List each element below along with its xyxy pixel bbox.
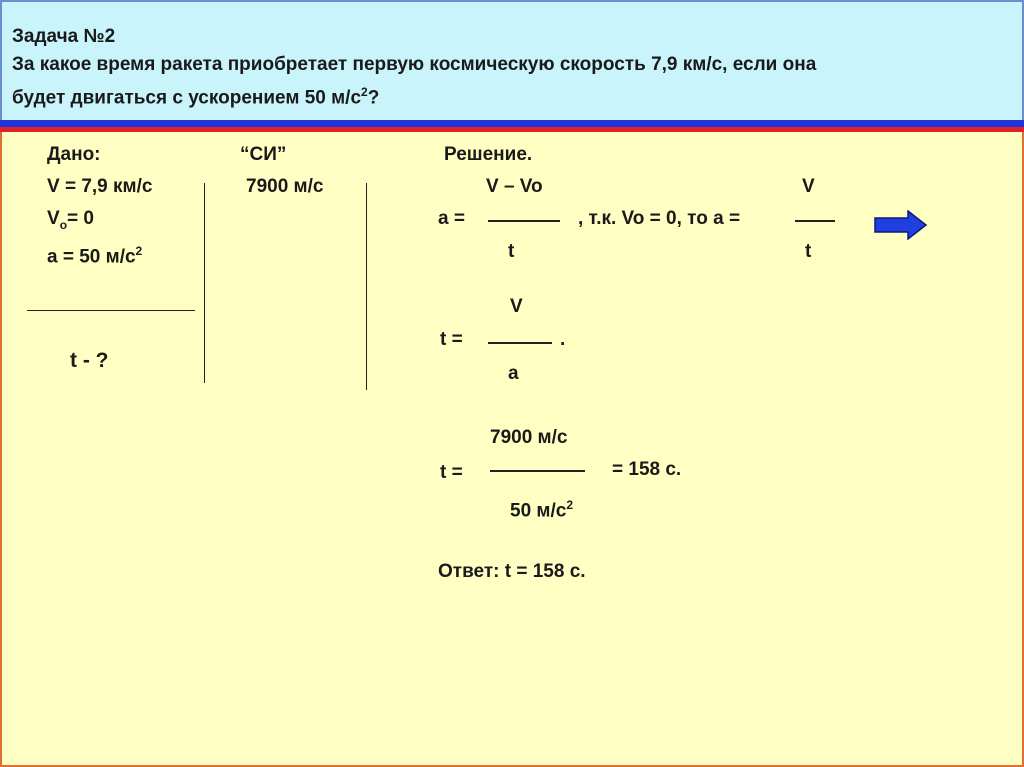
formula3-fraction-bar [488,342,552,344]
task-header [0,0,1024,120]
arrow-right-icon [874,210,928,240]
formula4-fraction-bar [490,470,585,472]
given-heading: Дано: [47,144,101,165]
formula3-lhs: t = [440,329,463,350]
question-mark: ? [367,87,380,109]
question-text: будет двигаться с ускорением 50 м/с [12,87,362,109]
v0-subscript: o [59,217,68,232]
v0-symbol: V [47,208,60,229]
formula2-fraction-bar [795,220,835,222]
formula4-denominator [510,494,573,522]
formula4-result: = 158 с. [612,459,682,480]
formula2-denominator: t [805,241,812,262]
denominator-value: 50 м/с [510,500,567,522]
formula3-denominator: a [508,363,519,384]
formula1-condition: , т.к. Vo = 0, то a = [578,208,741,229]
formula1-denominator: t [508,241,515,262]
formula1-fraction-bar [488,220,560,222]
v0-value: = 0 [67,208,94,229]
answer: Ответ: t = 158 с. [438,561,586,582]
header-divider-blue [0,120,1024,127]
formula2-numerator: V [802,176,815,197]
si-velocity: 7900 м/с [246,176,324,197]
given-acceleration [47,240,142,268]
question-exponent: 2 [361,85,368,99]
task-title: Задача №2 [12,26,116,47]
given-si-divider [204,183,205,383]
given-velocity: V = 7,9 км/с [47,176,153,197]
si-heading: “СИ” [240,144,287,165]
formula1-lhs: a = [438,208,465,229]
denominator-exponent: 2 [566,498,574,512]
task-question-line-1: За какое время ракета приобретает первую космическую скорость 7,9 км/с, если она [12,54,817,75]
a-exponent: 2 [135,244,143,258]
a-value: a = 50 м/с [47,246,136,268]
si-solution-divider [366,183,367,390]
find-unknown: t - ? [70,349,109,372]
formula4-lhs: t = [440,462,463,483]
task-question-line-2 [12,79,379,111]
given-initial-velocity [47,208,94,236]
given-separator [27,310,195,311]
formula1-numerator: V – Vo [486,176,543,197]
formula4-numerator: 7900 м/с [490,427,568,448]
solution-heading: Решение. [444,144,533,165]
formula3-dot: . [560,329,566,350]
formula3-numerator: V [510,296,523,317]
solution-area [0,132,1024,767]
